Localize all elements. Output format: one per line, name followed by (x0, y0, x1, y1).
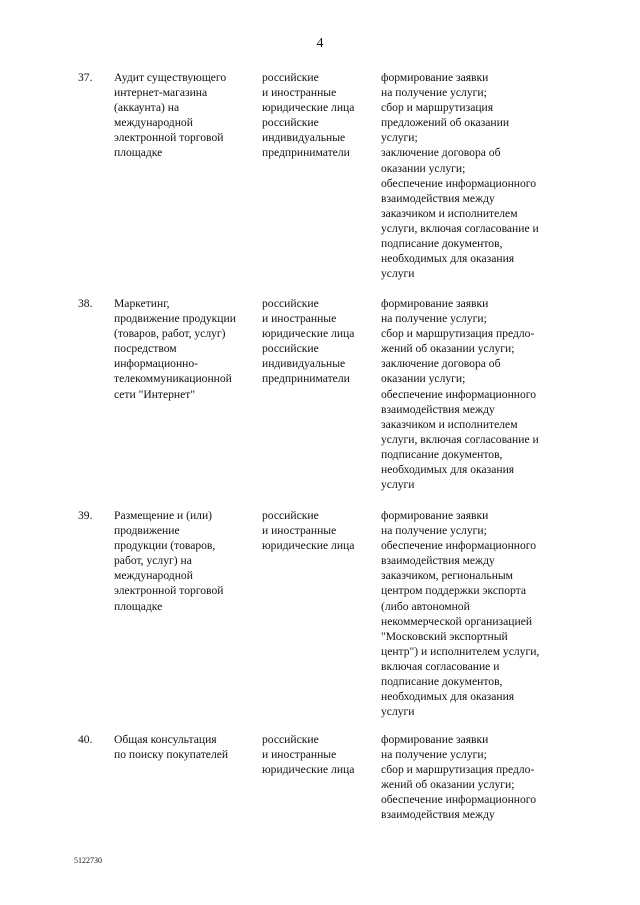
text-line: на получение услуги; (381, 524, 487, 538)
text-line: жений об оказании услуги; (381, 778, 515, 792)
text-line: жений об оказании услуги; (381, 342, 515, 356)
text-line: услуги; (381, 131, 418, 145)
text-line: включая согласование и (381, 659, 500, 673)
table-row (0, 508, 640, 732)
service-actions (381, 732, 571, 823)
page-number: 4 (316, 36, 324, 51)
text-line: предприниматели (262, 372, 350, 386)
text-line: российские (262, 342, 319, 356)
text-line: оказании услуги; (381, 372, 466, 386)
text-line: и иностранные (262, 524, 337, 538)
text-line: взаимодействия между (381, 402, 495, 416)
text-line: обеспечение информационного (381, 387, 537, 401)
text-line: сети "Интернет" (114, 387, 196, 401)
text-line: юридические лица (262, 539, 355, 553)
text-line: площадке (114, 146, 163, 160)
text-line: работ, услуг) на (114, 554, 192, 568)
text-line: и иностранные (262, 86, 337, 100)
text-line: (товаров, работ, услуг) (114, 327, 226, 341)
text-line: предложений об оказании (381, 116, 510, 130)
text-line: Маркетинг, (114, 297, 170, 310)
text-line: оказании услуги; (381, 161, 466, 175)
service-name (114, 70, 256, 161)
text-line: услуги, включая согласование и (381, 221, 539, 235)
table-row (0, 70, 640, 296)
text-line: взаимодействия между (381, 808, 495, 822)
text-line: услуги (381, 267, 415, 281)
text-line: юридические лица (262, 101, 355, 115)
service-recipients (262, 70, 374, 161)
row-number: 39. (78, 509, 93, 522)
text-line: индивидуальные (262, 131, 346, 145)
service-actions (381, 70, 571, 281)
text-line: информационно- (114, 357, 199, 371)
text-line: юридические лица (262, 763, 355, 777)
text-line: российские (262, 733, 319, 746)
row-number: 37. (78, 71, 93, 84)
text-line: обеспечение информационного (381, 539, 537, 553)
service-name (114, 296, 256, 402)
text-line: сбор и маршрутизация (381, 101, 494, 115)
text-line: необходимых для оказания (381, 690, 515, 704)
text-line: Общая консультация (114, 733, 217, 746)
table-row (0, 732, 640, 832)
text-line: продвижение (114, 524, 180, 538)
text-line: формирование заявки (381, 509, 489, 522)
text-line: посредством (114, 342, 177, 356)
service-actions (381, 508, 571, 719)
text-line: площадке (114, 599, 163, 613)
text-line: электронной торговой (114, 584, 224, 598)
service-recipients (262, 296, 374, 387)
text-line: международной (114, 569, 193, 583)
text-line: российские (262, 297, 319, 310)
text-line: на получение услуги; (381, 748, 487, 762)
services-table (0, 70, 640, 832)
text-line: заказчиком, региональным (381, 569, 514, 583)
row-number: 40. (78, 733, 93, 746)
text-line: подписание документов, (381, 447, 503, 461)
text-line: предприниматели (262, 146, 350, 160)
text-line: услуги, включая согласование и (381, 432, 539, 446)
service-name (114, 508, 256, 614)
text-line: услуги (381, 705, 415, 719)
text-line: Аудит существующего (114, 71, 227, 84)
text-line: российские (262, 71, 319, 84)
text-line: взаимодействия между (381, 191, 495, 205)
text-line: сбор и маршрутизация предло- (381, 763, 535, 777)
service-recipients (262, 508, 374, 553)
text-line: (аккаунта) на (114, 101, 180, 115)
text-line: необходимых для оказания (381, 463, 515, 477)
text-line: обеспечение информационного (381, 176, 537, 190)
table-row (0, 296, 640, 508)
text-line: международной (114, 116, 193, 130)
text-line: формирование заявки (381, 71, 489, 84)
text-line: заключение договора об (381, 357, 501, 371)
text-line: "Московский экспортный (381, 629, 508, 643)
text-line: подписание документов, (381, 675, 503, 689)
text-line: формирование заявки (381, 297, 489, 310)
text-line: (либо автономной (381, 599, 470, 613)
row-number: 38. (78, 297, 93, 310)
text-line: интернет-магазина (114, 86, 208, 100)
text-line: формирование заявки (381, 733, 489, 746)
service-actions (381, 296, 571, 492)
text-line: электронной торговой (114, 131, 224, 145)
text-line: продукции (товаров, (114, 539, 216, 553)
service-name (114, 732, 256, 762)
text-line: на получение услуги; (381, 86, 487, 100)
text-line: по поиску покупателей (114, 748, 229, 762)
text-line: подписание документов, (381, 237, 503, 251)
text-line: продвижение продукции (114, 312, 236, 326)
text-line: Размещение и (или) (114, 509, 213, 522)
text-line: заказчиком и исполнителем (381, 417, 518, 431)
text-line: центром поддержки экспорта (381, 584, 526, 598)
text-line: взаимодействия между (381, 554, 495, 568)
text-line: обеспечение информационного (381, 793, 537, 807)
text-line: юридические лица (262, 327, 355, 341)
service-recipients (262, 732, 374, 777)
text-line: и иностранные (262, 748, 337, 762)
document-code: 5122730 (74, 856, 102, 865)
text-line: услуги (381, 478, 415, 492)
text-line: телекоммуникационной (114, 372, 232, 386)
text-line: некоммерческой организацией (381, 614, 533, 628)
text-line: заключение договора об (381, 146, 501, 160)
text-line: сбор и маршрутизация предло- (381, 327, 535, 341)
text-line: российские (262, 509, 319, 522)
text-line: центр") и исполнителем услуги, (381, 644, 540, 658)
text-line: российские (262, 116, 319, 130)
text-line: на получение услуги; (381, 312, 487, 326)
text-line: и иностранные (262, 312, 337, 326)
text-line: индивидуальные (262, 357, 346, 371)
text-line: заказчиком и исполнителем (381, 206, 518, 220)
text-line: необходимых для оказания (381, 252, 515, 266)
